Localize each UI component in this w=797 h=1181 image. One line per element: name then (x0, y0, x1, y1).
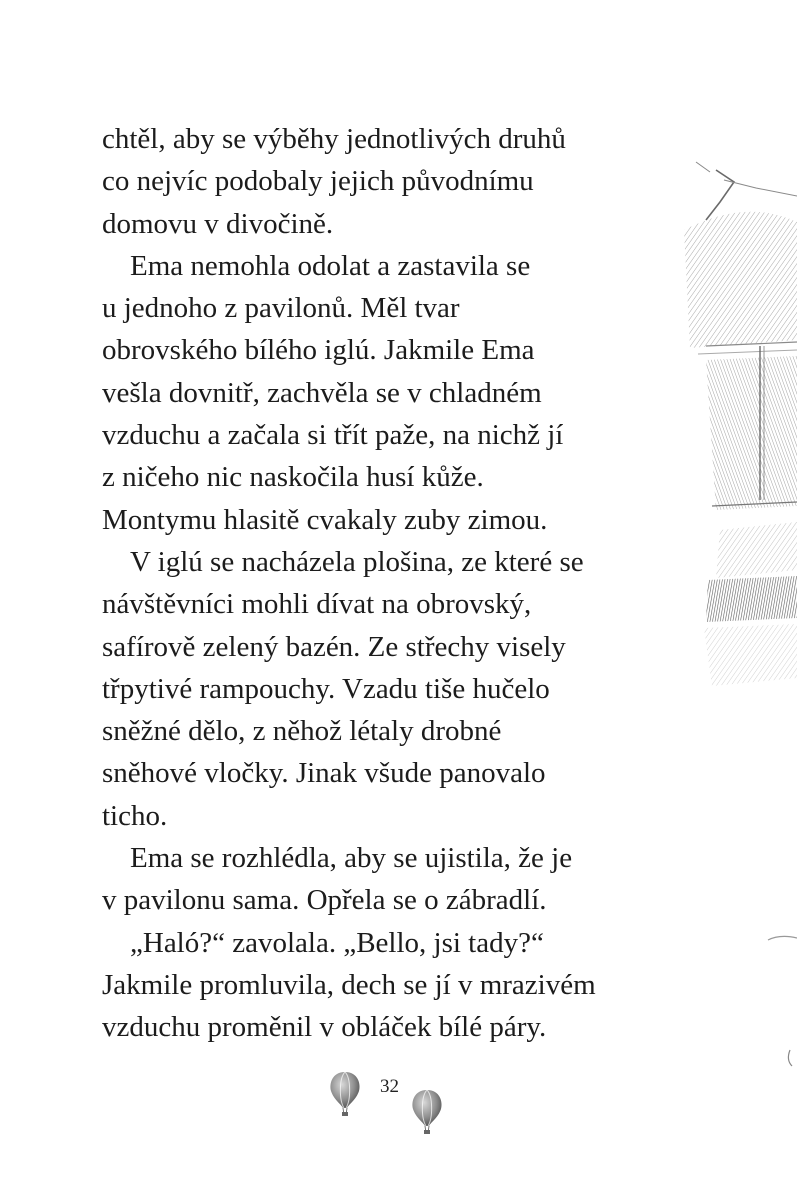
body-text (102, 118, 692, 1049)
text-line: sněžné dělo, z něhož létaly drobné (102, 715, 502, 748)
text-line: Ema se rozhlédla, aby se ujistila, že je (130, 842, 573, 875)
text-line: co nejvíc podobaly jejich původnímu (102, 165, 534, 198)
text-line: vešla dovnitř, zachvěla se v chladném (102, 376, 542, 409)
text-line: Jakmile promluvila, dech se jí v mrazivém (102, 968, 596, 1001)
text-line: z ničeho nic naskočila husí kůže. (102, 461, 484, 494)
text-line: sněhové vločky. Jinak všude panovalo (102, 757, 546, 790)
text-line: V iglú se nacházela plošina, ze které se (130, 545, 584, 578)
text-line: obrovského bílého iglú. Jakmile Ema (102, 334, 535, 367)
text-line: návštěvníci mohli dívat na obrovský, (102, 588, 532, 621)
page-footer (328, 1068, 458, 1138)
text-line: Montymu hlasitě cvakaly zuby zimou. (102, 503, 548, 536)
sketch-edge-marks (760, 920, 797, 1080)
text-line: ticho. (102, 799, 168, 832)
page-number: 32 (380, 1076, 399, 1097)
text-line: domovu v divočině. (102, 207, 334, 240)
text-line: u jednoho z pavilonů. Měl tvar (102, 292, 460, 325)
text-line: Ema nemohla odolat a zastavila se (130, 249, 531, 282)
text-line: v pavilonu sama. Opřela se o zábradlí. (102, 884, 547, 917)
text-line: vzduchu proměnil v obláček bílé páry. (102, 1011, 547, 1044)
hot-air-balloon-icon (328, 1070, 362, 1118)
text-line: safírově zelený bazén. Ze střechy visely (102, 630, 566, 663)
pencil-sketch-illustration (676, 150, 797, 690)
hot-air-balloon-icon (410, 1088, 444, 1136)
text-line: chtěl, aby se výběhy jednotlivých druhů (102, 123, 566, 155)
text-line: třpytivé rampouchy. Vzadu tiše hučelo (102, 672, 550, 705)
text-line: „Haló?“ zavolala. „Bello, jsi tady?“ (130, 926, 544, 959)
text-line: vzduchu a začala si třít paže, na nichž jí (102, 419, 564, 452)
